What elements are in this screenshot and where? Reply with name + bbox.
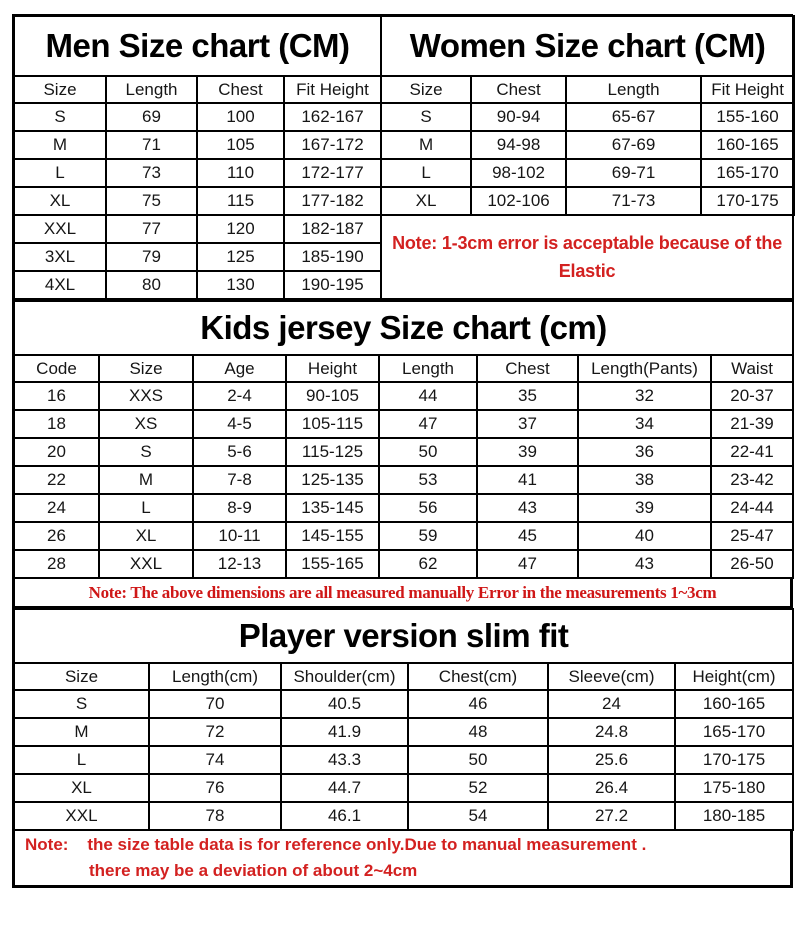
table-cell: 8-9 xyxy=(193,494,286,522)
column-header: Height(cm) xyxy=(675,663,793,690)
table-cell: 90-105 xyxy=(286,382,379,410)
table-row xyxy=(14,746,793,774)
table-cell: 24 xyxy=(14,494,99,522)
table-row xyxy=(14,382,793,410)
table-row xyxy=(14,774,793,802)
table-row xyxy=(14,215,381,243)
men-table-body xyxy=(14,103,381,299)
table-cell: 43 xyxy=(578,550,711,578)
table-cell: 190-195 xyxy=(284,271,381,299)
column-header: Size xyxy=(382,76,471,103)
table-row xyxy=(382,131,794,159)
table-cell: 170-175 xyxy=(701,187,794,215)
table-row xyxy=(14,159,381,187)
table-cell: 20 xyxy=(14,438,99,466)
table-cell: 165-170 xyxy=(701,159,794,187)
table-cell: 3XL xyxy=(14,243,106,271)
women-title-row xyxy=(382,16,794,76)
table-cell: XXS xyxy=(99,382,193,410)
column-header: Chest xyxy=(197,76,284,103)
table-cell: S xyxy=(14,690,149,718)
table-cell: M xyxy=(14,718,149,746)
table-cell: 94-98 xyxy=(471,131,566,159)
table-row xyxy=(14,522,793,550)
table-cell: XXL xyxy=(99,550,193,578)
table-cell: 10-11 xyxy=(193,522,286,550)
table-cell: 102-106 xyxy=(471,187,566,215)
table-cell: L xyxy=(99,494,193,522)
note-line: Note: the size table data is for reference only.Due to manual measurement . xyxy=(25,835,647,854)
size-chart-sheet xyxy=(12,14,793,888)
table-cell: 98-102 xyxy=(471,159,566,187)
table-row xyxy=(14,494,793,522)
table-cell: 59 xyxy=(379,522,477,550)
column-header: Fit Height xyxy=(284,76,381,103)
table-cell: L xyxy=(14,159,106,187)
table-cell: 160-165 xyxy=(701,131,794,159)
table-row xyxy=(14,243,381,271)
table-cell: XL xyxy=(14,187,106,215)
table-cell: 44 xyxy=(379,382,477,410)
table-cell: 165-170 xyxy=(675,718,793,746)
table-cell: XXL xyxy=(14,215,106,243)
table-cell: 77 xyxy=(106,215,197,243)
column-header: Length xyxy=(566,76,701,103)
player-title-row xyxy=(14,609,793,663)
column-header: Chest xyxy=(471,76,566,103)
table-cell: XL xyxy=(99,522,193,550)
table-cell: 56 xyxy=(379,494,477,522)
table-cell: 155-165 xyxy=(286,550,379,578)
table-cell: 53 xyxy=(379,466,477,494)
table-cell: 26.4 xyxy=(548,774,675,802)
kids-header-row xyxy=(14,355,793,382)
women-table-title: Women Size chart (CM) xyxy=(382,16,794,76)
table-cell: 71 xyxy=(106,131,197,159)
table-cell: 43 xyxy=(477,494,578,522)
table-row xyxy=(14,690,793,718)
table-row xyxy=(14,438,793,466)
table-cell: 115 xyxy=(197,187,284,215)
table-cell: 78 xyxy=(149,802,281,830)
table-cell: 160-165 xyxy=(675,690,793,718)
women-table-body xyxy=(382,103,794,215)
kids-title-row xyxy=(14,301,793,355)
table-cell: 23-42 xyxy=(711,466,793,494)
table-cell: 40.5 xyxy=(281,690,408,718)
column-header: Sleeve(cm) xyxy=(548,663,675,690)
table-cell: 25-47 xyxy=(711,522,793,550)
player-version-table xyxy=(13,608,794,831)
table-cell: 34 xyxy=(578,410,711,438)
table-row xyxy=(382,103,794,131)
table-cell: 4-5 xyxy=(193,410,286,438)
table-cell: 72 xyxy=(149,718,281,746)
kids-size-table xyxy=(13,300,794,579)
table-cell: S xyxy=(382,103,471,131)
women-column xyxy=(382,15,794,300)
table-cell: 170-175 xyxy=(675,746,793,774)
table-cell: 65-67 xyxy=(566,103,701,131)
table-cell: 105-115 xyxy=(286,410,379,438)
column-header: Length(Pants) xyxy=(578,355,711,382)
table-cell: 41 xyxy=(477,466,578,494)
column-header: Size xyxy=(99,355,193,382)
table-cell: 90-94 xyxy=(471,103,566,131)
table-cell: 22 xyxy=(14,466,99,494)
table-cell: S xyxy=(99,438,193,466)
table-cell: XL xyxy=(382,187,471,215)
reference-note xyxy=(13,831,792,887)
table-cell: 39 xyxy=(477,438,578,466)
table-cell: 28 xyxy=(14,550,99,578)
men-table-title: Men Size chart (CM) xyxy=(14,16,381,76)
women-header-row xyxy=(382,76,794,103)
player-table-body xyxy=(14,690,793,830)
table-cell: 35 xyxy=(477,382,578,410)
table-cell: 175-180 xyxy=(675,774,793,802)
table-cell: 4XL xyxy=(14,271,106,299)
table-cell: 79 xyxy=(106,243,197,271)
table-cell: XS xyxy=(99,410,193,438)
table-cell: 74 xyxy=(149,746,281,774)
table-cell: 105 xyxy=(197,131,284,159)
table-cell: 145-155 xyxy=(286,522,379,550)
column-header: Waist xyxy=(711,355,793,382)
table-cell: 46 xyxy=(408,690,548,718)
column-header: Code xyxy=(14,355,99,382)
table-cell: 2-4 xyxy=(193,382,286,410)
table-cell: 135-145 xyxy=(286,494,379,522)
table-cell: S xyxy=(14,103,106,131)
table-cell: 26-50 xyxy=(711,550,793,578)
table-cell: 5-6 xyxy=(193,438,286,466)
table-cell: 52 xyxy=(408,774,548,802)
table-row xyxy=(382,187,794,215)
women-elastic-note xyxy=(382,216,794,300)
men-title-row xyxy=(14,16,381,76)
table-row xyxy=(382,159,794,187)
table-cell: 155-160 xyxy=(701,103,794,131)
column-header: Length xyxy=(379,355,477,382)
table-cell: 180-185 xyxy=(675,802,793,830)
table-cell: 12-13 xyxy=(193,550,286,578)
table-cell: 32 xyxy=(578,382,711,410)
table-cell: 115-125 xyxy=(286,438,379,466)
table-cell: 162-167 xyxy=(284,103,381,131)
note-line: Note: 1-3cm error is acceptable because of the xyxy=(392,233,783,253)
column-header: Height xyxy=(286,355,379,382)
table-cell: 21-39 xyxy=(711,410,793,438)
table-cell: 75 xyxy=(106,187,197,215)
note-line: Elastic xyxy=(558,261,616,281)
table-cell: 24 xyxy=(548,690,675,718)
column-header: Size xyxy=(14,663,149,690)
table-cell: 62 xyxy=(379,550,477,578)
table-cell: L xyxy=(382,159,471,187)
table-cell: 80 xyxy=(106,271,197,299)
men-size-table xyxy=(13,15,382,300)
column-header: Length xyxy=(106,76,197,103)
player-header-row xyxy=(14,663,793,690)
table-cell: 50 xyxy=(408,746,548,774)
column-header: Length(cm) xyxy=(149,663,281,690)
table-cell: 24-44 xyxy=(711,494,793,522)
table-cell: 36 xyxy=(578,438,711,466)
table-row xyxy=(14,187,381,215)
player-table-title: Player version slim fit xyxy=(14,609,793,663)
table-cell: 50 xyxy=(379,438,477,466)
table-row xyxy=(14,802,793,830)
men-header-row xyxy=(14,76,381,103)
table-cell: 73 xyxy=(106,159,197,187)
note-line: there may be a deviation of about 2~4cm xyxy=(89,861,418,880)
table-row xyxy=(14,718,793,746)
table-cell: 46.1 xyxy=(281,802,408,830)
column-header: Shoulder(cm) xyxy=(281,663,408,690)
table-row xyxy=(14,131,381,159)
kids-table-title: Kids jersey Size chart (cm) xyxy=(14,301,793,355)
table-cell: 182-187 xyxy=(284,215,381,243)
table-cell: L xyxy=(14,746,149,774)
table-cell: 38 xyxy=(578,466,711,494)
table-cell: 120 xyxy=(197,215,284,243)
table-cell: 110 xyxy=(197,159,284,187)
column-header: Age xyxy=(193,355,286,382)
table-cell: 76 xyxy=(149,774,281,802)
table-cell: 25.6 xyxy=(548,746,675,774)
table-cell: M xyxy=(14,131,106,159)
table-cell: 177-182 xyxy=(284,187,381,215)
table-cell: 54 xyxy=(408,802,548,830)
table-cell: 47 xyxy=(379,410,477,438)
table-cell: M xyxy=(382,131,471,159)
table-cell: 100 xyxy=(197,103,284,131)
table-cell: 37 xyxy=(477,410,578,438)
table-row xyxy=(14,271,381,299)
table-cell: 125 xyxy=(197,243,284,271)
table-cell: 130 xyxy=(197,271,284,299)
table-cell: 167-172 xyxy=(284,131,381,159)
table-row xyxy=(14,550,793,578)
table-cell: 26 xyxy=(14,522,99,550)
table-cell: 45 xyxy=(477,522,578,550)
table-cell: 18 xyxy=(14,410,99,438)
column-header: Chest(cm) xyxy=(408,663,548,690)
table-cell: 20-37 xyxy=(711,382,793,410)
table-cell: XXL xyxy=(14,802,149,830)
table-cell: 39 xyxy=(578,494,711,522)
women-size-table xyxy=(382,15,795,216)
kids-measurement-note: Note: The above dimensions are all measured manually Error in the measurements 1~3cm xyxy=(13,579,792,608)
table-cell: 27.2 xyxy=(548,802,675,830)
table-cell: XL xyxy=(14,774,149,802)
table-cell: 16 xyxy=(14,382,99,410)
table-cell: 172-177 xyxy=(284,159,381,187)
table-cell: 47 xyxy=(477,550,578,578)
men-women-section xyxy=(13,15,792,300)
kids-table-body xyxy=(14,382,793,578)
table-row xyxy=(14,103,381,131)
table-cell: 40 xyxy=(578,522,711,550)
table-row xyxy=(14,410,793,438)
table-cell: 70 xyxy=(149,690,281,718)
table-cell: 185-190 xyxy=(284,243,381,271)
column-header: Chest xyxy=(477,355,578,382)
table-cell: 67-69 xyxy=(566,131,701,159)
table-cell: 71-73 xyxy=(566,187,701,215)
table-cell: 69-71 xyxy=(566,159,701,187)
column-header: Size xyxy=(14,76,106,103)
column-header: Fit Height xyxy=(701,76,794,103)
table-cell: 44.7 xyxy=(281,774,408,802)
table-cell: 48 xyxy=(408,718,548,746)
table-cell: 69 xyxy=(106,103,197,131)
table-cell: 43.3 xyxy=(281,746,408,774)
table-row xyxy=(14,466,793,494)
table-cell: 22-41 xyxy=(711,438,793,466)
table-cell: 24.8 xyxy=(548,718,675,746)
table-cell: 41.9 xyxy=(281,718,408,746)
table-cell: M xyxy=(99,466,193,494)
table-cell: 7-8 xyxy=(193,466,286,494)
table-cell: 125-135 xyxy=(286,466,379,494)
